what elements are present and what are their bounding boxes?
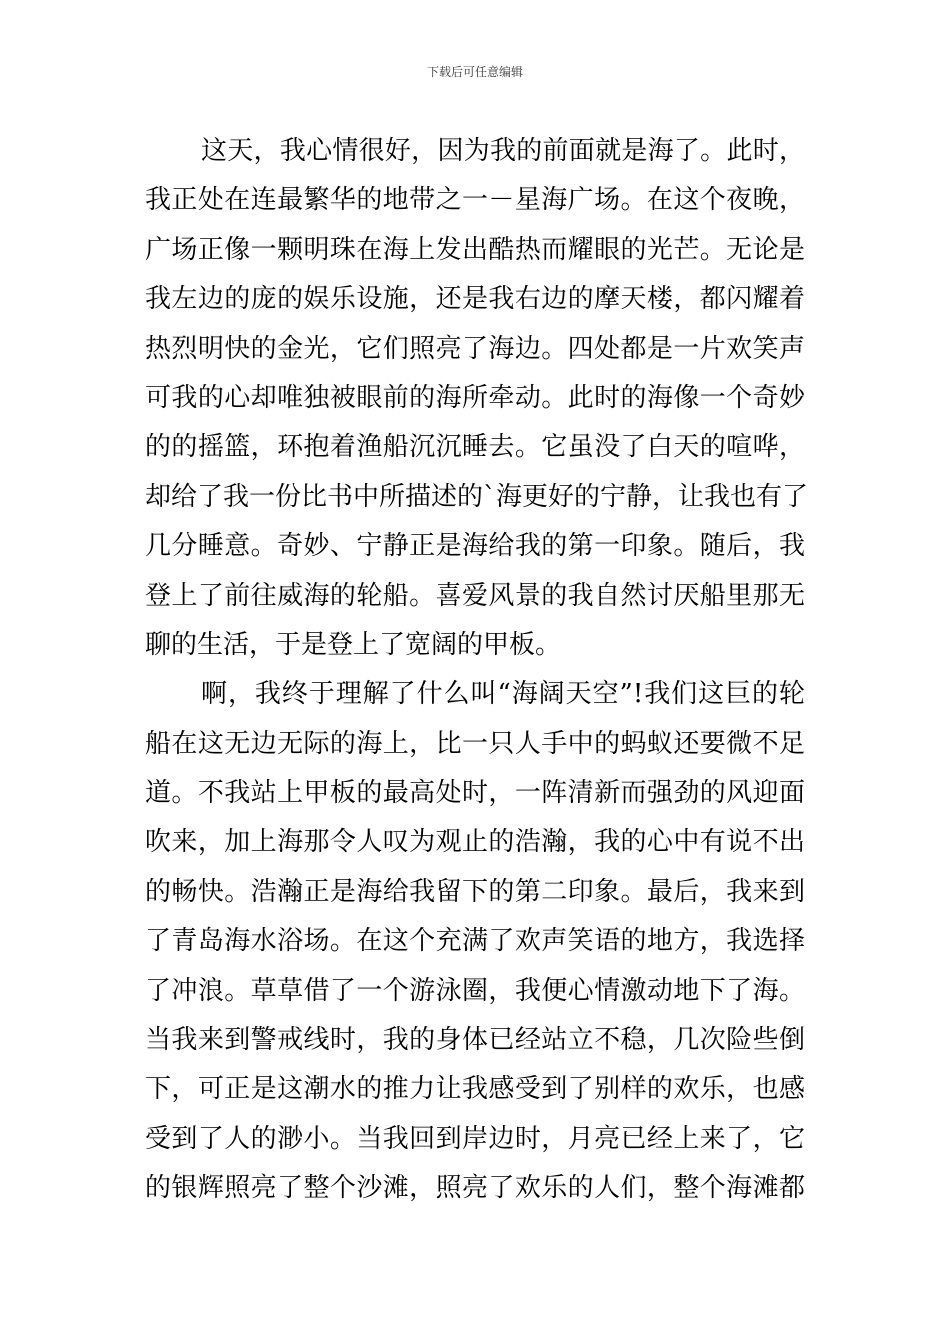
paragraph-1-line-9: 几分睡意。奇妙、宁静正是海给我的第一印象。随后，我 (145, 531, 805, 562)
paragraph-2-line-7: 了冲浪。草草借了一个游泳圈，我便心情激动地下了海。 (145, 975, 805, 1006)
paragraph-2-line-4: 吹来，加上海那令人叹为观止的浩瀚，我的心中有说不出 (145, 827, 805, 858)
paragraph-1-line-4: 我左边的庞的娱乐设施，还是我右边的摩天楼，都闪耀着 (145, 284, 805, 315)
paragraph-2-line-5: 的畅快。浩瀚正是海给我留下的第二印象。最后，我来到 (145, 876, 805, 907)
paragraph-1-line-5: 热烈明快的金光，它们照亮了海边。四处都是一片欢笑声 (145, 333, 805, 364)
document-body (145, 127, 809, 1214)
paragraph-2-line-8: 当我来到警戒线时，我的身体已经站立不稳，几次险些倒 (145, 1025, 805, 1056)
paragraph-2-line-3: 道。不我站上甲板的最高处时，一阵清新而强劲的风迎面 (145, 778, 805, 809)
paragraph-1-line-10: 登上了前往威海的轮船。喜爱风景的我自然讨厌船里那无 (145, 580, 805, 611)
page-header: 下载后可任意编辑 (426, 65, 523, 79)
paragraph-1-line-7: 的的摇篮，环抱着渔船沉沉睡去。它虽没了白天的喧哗， (145, 432, 805, 463)
paragraph-1-line-6: 可我的心却唯独被眼前的海所牵动。此时的海像一个奇妙 (145, 382, 805, 413)
paragraph-2-line-1: 啊，我终于理解了什么叫“海阔天空”!我们这巨的轮 (201, 679, 805, 710)
paragraph-2-line-10: 受到了人的渺小。当我回到岸边时，月亮已经上来了，它 (145, 1123, 805, 1154)
paragraph-1-line-11: 聊的生活，于是登上了宽阔的甲板。 (145, 629, 562, 660)
paragraph-1-line-2: 我正处在连最繁华的地带之一－星海广场。在这个夜晚， (145, 185, 805, 216)
paragraph-2-line-6: 了青岛海水浴场。在这个充满了欢声笑语的地方，我选择 (145, 926, 805, 957)
paragraph-2-line-9: 下，可正是这潮水的推力让我感受到了别样的欢乐，也感 (145, 1074, 805, 1105)
paragraph-1-line-3: 广场正像一颗明珠在海上发出酷热而耀眼的光芒。无论是 (145, 234, 805, 265)
paragraph-2-line-2: 船在这无边无际的海上，比一只人手中的蚂蚁还要微不足 (145, 728, 805, 759)
paragraph-1-line-8: 却给了我一份比书中所描述的`海更好的宁静，让我也有了 (145, 481, 809, 512)
paragraph-2-line-11: 的银辉照亮了整个沙滩，照亮了欢乐的人们，整个海滩都 (145, 1173, 805, 1204)
paragraph-1-line-1: 这天，我心情很好，因为我的前面就是海了。此时， (201, 136, 805, 166)
